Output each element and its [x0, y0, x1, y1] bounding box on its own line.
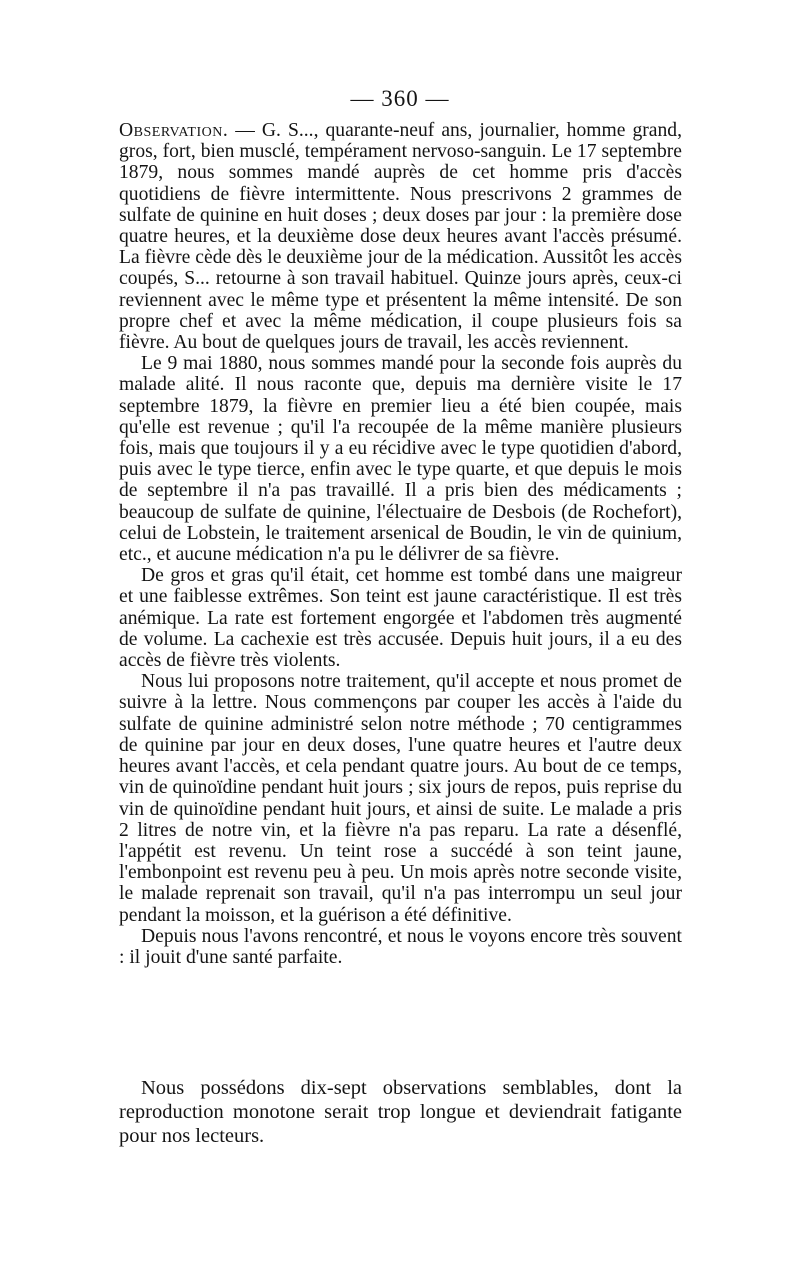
observation-paragraph-5: Depuis nous l'avons rencontré, et nous le voyons encore très souvent : il jouit d'une santé parfaite.	[119, 925, 682, 968]
observation-paragraph-4: Nous lui proposons notre traitement, qu'il accepte et nous promet de suivre à la lettre. Nous commençons par couper les accès à l'aide du sulfate de quinine administré selon notre méthode ; 70 centigrammes de quinine par jour en deux doses, l'une quatre heures et l'autre deux heures avant l'accès, et cela pendant quatre jours. Au bout de ce temps, vin de quinoïdine pendant huit jours ; six jours de repos, puis reprise du vin de quinoïdine pendant huit jours, et ainsi de suite. Le malade a pris 2 litres de notre vin, et la fièvre n'a pas reparu. La rate a désenflé, l'appétit est revenu. Un teint rose a succédé à son teint jaune, l'embonpoint est revenu peu à peu. Un mois après notre seconde visite, le malade reprenait son travail, qu'il n'a pas interrompu un seul jour pendant la moisson, et la guérison a été définitive.	[119, 671, 682, 926]
page-number: — 360 —	[350, 86, 450, 111]
observation-paragraph-1	[119, 120, 682, 353]
conclusion-paragraph: Nous possédons dix-sept observations semblables, dont la reproduction monotone serait trop longue et deviendrait fatigante pour nos lecteurs.	[119, 1077, 682, 1147]
observation-paragraph-1-body: — G. S..., quarante-neuf ans, journalier, homme grand, gros, fort, bien musclé, tempérament nervoso-sanguin. Le 17 septembre 1879, nous sommes mandé auprès de cet homme pris d'accès quotidiens de fièvre intermittente. Nous prescrivons 2 grammes de sulfate de quinine en huit doses ; deux doses par jour : la première dose quatre heures, et la deuxième dose deux heures avant l'accès présumé. La fièvre cède dès le deuxième jour de la médication. Aussitôt les accès coupés, S... retourne à son travail habituel. Quinze jours après, ceux-ci reviennent avec le même type et présentent la même intensité. De son propre chef et avec la même médication, il coupe plusieurs fois sa fièvre. Au bout de quelques jours de travail, les accès reviennent.	[119, 120, 682, 354]
observation-label: Observation.	[119, 120, 229, 141]
conclusion-text	[119, 1076, 682, 1148]
observation-paragraph-3: De gros et gras qu'il était, cet homme est tombé dans une maigreur et une faiblesse extrêmes. Son teint est jaune caractéristique. Il est très anémique. La rate est fortement engorgée et l'abdomen très augmenté de volume. La cachexie est très accusée. Depuis huit jours, il a eu des accès de fièvre très violents.	[119, 565, 682, 672]
observation-text	[119, 120, 682, 968]
observation-paragraph-2: Le 9 mai 1880, nous sommes mandé pour la seconde fois auprès du malade alité. Il nous raconte que, depuis ma dernière visite le 17 septembre 1879, la fièvre en premier lieu a été bien coupée, mais qu'elle est revenue ; qu'il l'a recoupée de la même manière plusieurs fois, mais que toujours il y a eu récidive avec le type quotidien d'abord, puis avec le type tierce, enfin avec le type quarte, et que depuis le mois de septembre il n'a pas travaillé. Il a pris bien des médicaments ; beaucoup de sulfate de quinine, l'électuaire de Desbois (de Rochefort), celui de Lobstein, le traitement arsenical de Boudin, le vin de quinium, etc., et aucune médication n'a pu le délivrer de sa fièvre.	[119, 353, 682, 566]
